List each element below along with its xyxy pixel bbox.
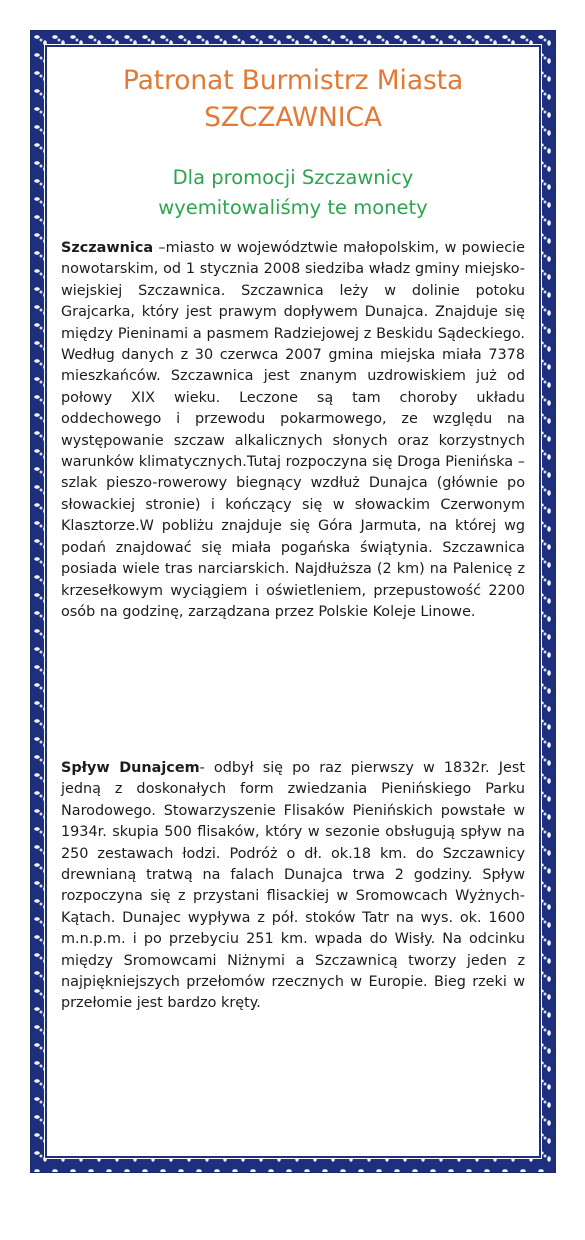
section-heading: Szczawnica — [61, 240, 154, 256]
section-text: –miasto w województwie małopolskim, w powiecie nowotarskim, od 1 stycznia 2008 siedziba władz gminy miejsko-wiejskiej Szczawnica. Szczawnica leży w dolinie potoku Grajcarka, który jest prawym dopływem Dunajca. Znajduje się między Pieninami a pasmem Radziejowej z Beskidu Sądeckiego. Według danych z 30 czerwca 2007 gmina miejska miała 7378 mieszkańców. Szczawnica jest znanym uzdrowiskiem już od połowy XIX wieku. Leczone są tam choroby układu oddechowego i przewodu pokarmowego, ze względu na występowanie szczaw alkalicznych słonych oraz korzystnych warunków klimatycznych.Tutaj rozpoczyna się Droga Pienińska – szlak pieszo-rowerowy biegnący wzdłuż Dunajca (głównie po słowackiej stronie) i kończący się w słowackim Czerwonym Klasztorze.W pobliżu znajduje się Góra Jarmuta, na której wg podań znajdować się miała pogańska świątynia. Szczawnica posiada wiele tras narciarskich. Najdłuższa (2 km) na Palenicę z krzesełkowym wyciągiem i oświetleniem, przepustowość 2200 osób na godzinę, zarządzana przez Polskie Koleje Linowe. — [61, 240, 525, 620]
subtitle-line2: wyemitowaliśmy te monety — [158, 196, 428, 219]
page-title-line1: Patronat Burmistrz Miasta — [122, 65, 464, 96]
section-heading: Spływ Dunajcem — [61, 760, 200, 776]
page-title-line2: SZCZAWNICA — [204, 102, 382, 133]
content-panel — [49, 49, 537, 1154]
section-szczawnica — [61, 238, 525, 623]
section-text: - odbył się po raz pierwszy w 1832r. Jest jedną z doskonałych form zwiedzania Pienińskiego Parku Narodowego. Stowarzyszenie Flisaków Pienińskich powstałe w 1934r. skupia 500 flisaków, który w sezonie obsługują spływ na 250 zestawach łodzi. Podróż o dł. ok.18 km. do Szczawnicy drewnianą tratwą na falach Dunajca trwa 2 godziny. Spływ rozpoczyna się z przystani flisackiej w Sromowcach Wyżnych- Kątach. Dunajec wypływa z pół. stoków Tatr na wys. ok. 1600 m.n.p.m. i po przebyciu 251 km. wpada do Wisły. Na odcinku między Sromowcami Niżnymi a Szczawnicą tworzy jeden z najpiękniejszych przełomów rzecznych w Europie. Bieg rzeki w przełomie jest bardzo kręty. — [61, 760, 525, 1012]
subtitle-line1: Dla promocji Szczawnicy — [172, 166, 414, 189]
section-splyw-dunajcem — [61, 758, 525, 1015]
